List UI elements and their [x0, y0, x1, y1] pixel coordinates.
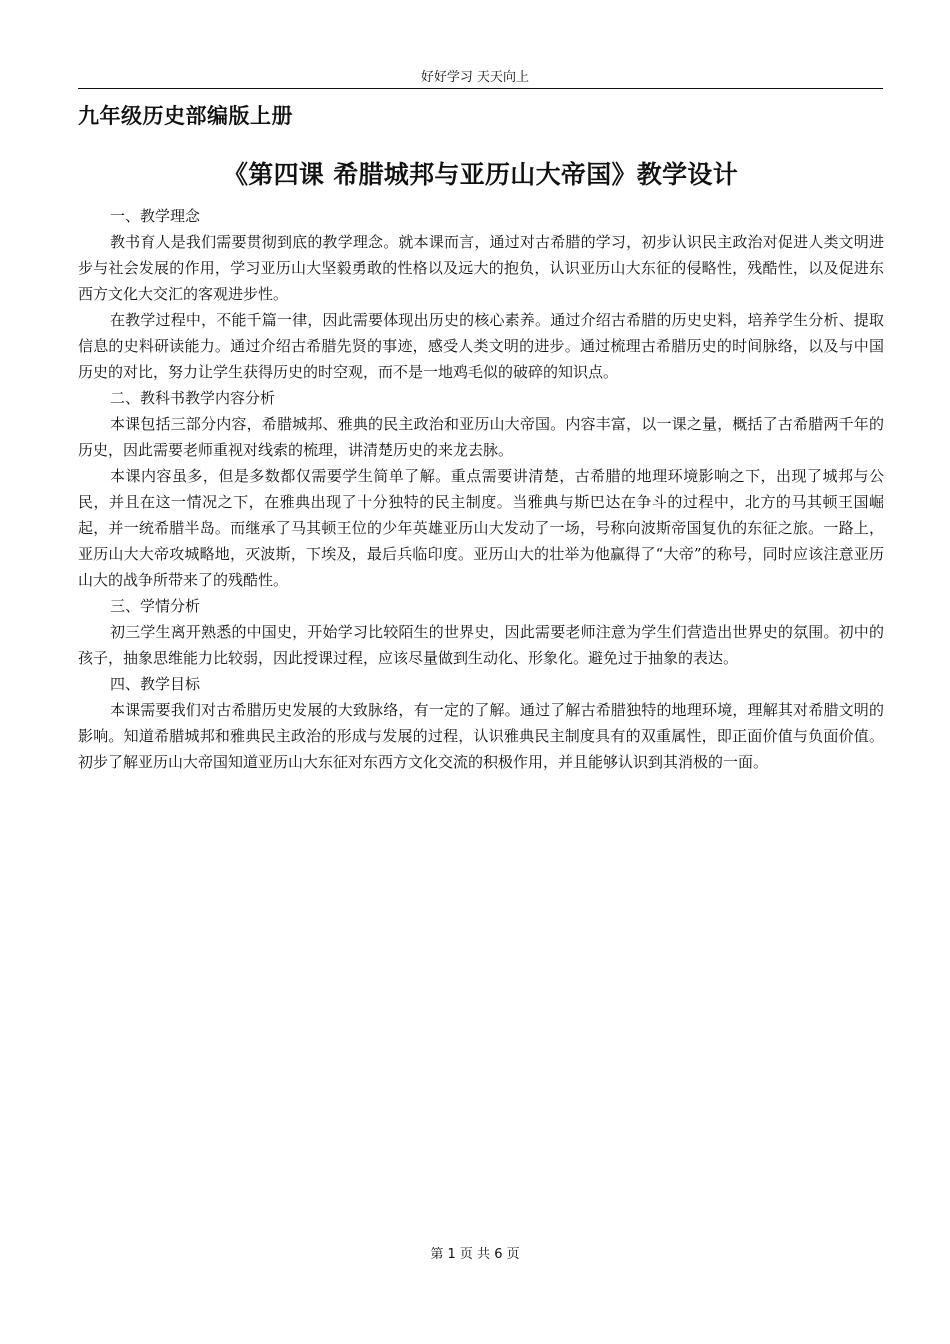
- section-heading: 三、学情分析: [110, 597, 201, 615]
- body-paragraph: 本课内容虽多，但是多数都仅需要学生简单了解。重点需要讲清楚，古希腊的地理环境影响之下，出现了城邦与公民，并且在这一情况之下，在雅典出现了十分独特的民主制度。当雅典与斯巴达在争斗的过程中，北方的马其顿王国崛起，并一统希腊半岛。而继承了马其顿王位的少年英雄亚历山大发动了一场，号称向波斯帝国复仇的东征之旅。一路上，亚历山大大帝攻城略地，灭波斯，下埃及，最后兵临印度。亚历山大的壮举为他赢得了“大帝”的称号，同时应该注意亚历山大的战争所带来了的残酷性。: [78, 467, 884, 589]
- body-paragraph: 本课需要我们对古希腊历史发展的大致脉络，有一定的了解。通过了解古希腊独特的地理环境，理解其对希腊文明的影响。知道希腊城邦和雅典民主政治的形成与发展的过程，认识雅典民主制度具有的双重属性，即正面价值与负面价值。初步了解亚历山大帝国知道亚历山大东征对东西方文化交流的积极作用，并且能够认识到其消极的一面。: [78, 701, 884, 771]
- document-body: [78, 203, 884, 775]
- running-header: 好好学习 天天向上: [420, 70, 530, 85]
- body-paragraph: 本课包括三部分内容，希腊城邦、雅典的民主政治和亚历山大帝国。内容丰富，以一课之量，概括了古希腊两千年的历史，因此需要老师重视对线索的梳理，讲清楚历史的来龙去脉。: [78, 415, 884, 459]
- header-divider: [78, 88, 883, 89]
- body-paragraph: 在教学过程中，不能千篇一律，因此需要体现出历史的核心素养。通过介绍古希腊的历史史料，培养学生分析、提取信息的史料研读能力。通过介绍古希腊先贤的事迹，感受人类文明的进步。通过梳理古希腊历史的时间脉络，以及与中国历史的对比，努力让学生获得历史的时空观，而不是一地鸡毛似的破碎的知识点。: [78, 311, 884, 381]
- section-heading: 二、教科书教学内容分析: [110, 389, 276, 407]
- section-heading: 四、教学目标: [110, 675, 201, 693]
- grade-title: 九年级历史部编版上册: [78, 104, 293, 128]
- section-heading: 一、教学理念: [110, 207, 201, 225]
- page-title: 《第四课 希腊城邦与亚历山大帝国》教学设计: [222, 160, 738, 189]
- body-paragraph: 教书育人是我们需要贯彻到底的教学理念。就本课而言，通过对古希腊的学习，初步认识民主政治对促进人类文明进步与社会发展的作用，学习亚历山大坚毅勇敢的性格以及远大的抱负，认识亚历山大东征的侵略性，残酷性，以及促进东西方文化大交汇的客观进步性。: [78, 233, 884, 303]
- page-number-footer: 第 1 页 共 6 页: [430, 1247, 520, 1262]
- body-paragraph: 初三学生离开熟悉的中国史，开始学习比较陌生的世界史，因此需要老师注意为学生们营造出世界史的氛围。初中的孩子，抽象思维能力比较弱，因此授课过程，应该尽量做到生动化、形象化。避免过于抽象的表达。: [78, 623, 884, 667]
